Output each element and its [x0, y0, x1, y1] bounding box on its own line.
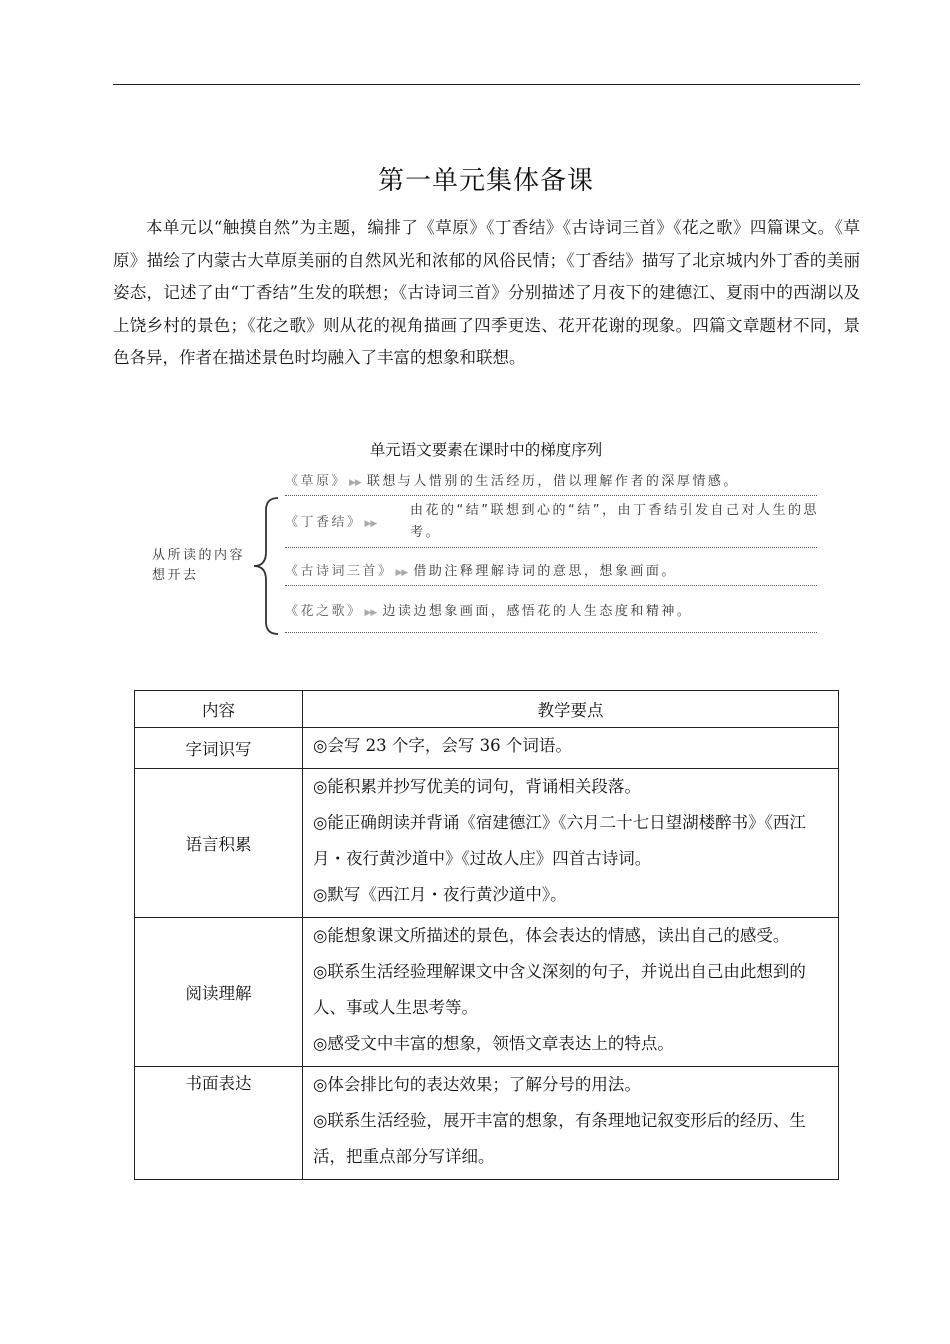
diagram-book: 《古诗词三首》: [285, 564, 394, 579]
arrow-icon: ▶▶: [364, 519, 377, 529]
point-item: ◎能正确朗读并背诵《宿建德江》《六月二十七日望湖楼醉书》《西江月・夜行黄沙道中》《过故人庄》四首古诗词。: [313, 813, 806, 868]
diagram-book: 《草原》: [285, 474, 348, 489]
intro-paragraph: 本单元以“触摸自然”为主题，编排了《草原》《丁香结》《古诗词三首》《花之歌》四篇课文。《草原》描绘了内蒙古大草原美丽的自然风光和浓郁的风俗民情；《丁香结》描写了北京城内外丁香的美丽姿态，记述了由“丁香结”生发的联想；《古诗词三首》分别描述了月夜下的建德江、夏雨中的西湖以及上饶乡村的景色；《花之歌》则从花的视角描画了四季更迭、花开花谢的现象。四篇文章题材不同，景色各异，作者在描述景色时均融入了丰富的想象和联想。: [113, 218, 860, 367]
diagram-title: 单元语文要素在课时中的梯度序列: [369, 441, 603, 459]
row-points: [303, 728, 839, 769]
diagram-text: 由花的“结”联想到心的“结”，由丁香结引发自己对人生的思考。: [410, 503, 819, 540]
table-row: [135, 769, 839, 918]
point-item: ◎会写 23 个字，会写 36 个词语。: [313, 736, 572, 755]
table-row: [135, 1067, 839, 1180]
diagram-text: 借助注释理解诗词的意思，想象画面。: [413, 564, 677, 579]
diagram-row: [285, 600, 817, 633]
row-category: 语言积累: [135, 769, 303, 918]
diagram-side-label: 从所读的内容想开去: [152, 548, 246, 583]
arrow-icon: ▶▶: [364, 608, 377, 618]
arrow-icon: ▶▶: [349, 478, 361, 488]
point-item: ◎默写《西江月・夜行黄沙道中》。: [313, 885, 567, 904]
table-header-row: [135, 691, 839, 728]
teaching-points-table: [134, 690, 839, 1180]
page-title: 第一单元集体备课: [377, 166, 594, 196]
header-rule: [113, 84, 860, 85]
diagram-text: 联想与人惜别的生活经历，借以理解作者的深厚情感。: [366, 474, 739, 489]
curly-brace-icon: [248, 496, 282, 636]
element-diagram: [140, 462, 830, 637]
point-item: ◎体会排比句的表达效果；了解分号的用法。: [313, 1075, 641, 1094]
row-points: [303, 769, 839, 918]
arrow-icon: ▶▶: [395, 568, 408, 578]
diagram-book: 《花之歌》: [285, 604, 363, 619]
diagram-row: [285, 560, 817, 586]
row-category: 阅读理解: [135, 918, 303, 1067]
header-points: 教学要点: [303, 691, 839, 728]
row-category: 字词识写: [135, 728, 303, 769]
point-item: ◎感受文中丰富的想象，领悟文章表达上的特点。: [313, 1034, 674, 1053]
header-content: 内容: [135, 691, 303, 728]
row-category: 书面表达: [135, 1067, 303, 1180]
point-item: ◎能想象课文所描述的景色，体会表达的情感，读出自己的感受。: [313, 926, 790, 945]
point-item: ◎联系生活经验，展开丰富的想象，有条理地记叙变形后的经历、生活，把重点部分写详细。: [313, 1111, 806, 1166]
table-row: [135, 728, 839, 769]
diagram-text: 边读边想象画面，感悟花的人生态度和精神。: [382, 604, 693, 619]
diagram-row: [285, 500, 817, 548]
row-points: [303, 918, 839, 1067]
table-row: [135, 918, 839, 1067]
diagram-book: 《丁香结》 ▶▶: [285, 515, 377, 530]
row-points: [303, 1067, 839, 1180]
point-item: ◎联系生活经验理解课文中含义深刻的句子，并说出自己由此想到的人、事或人生思考等。: [313, 962, 806, 1017]
point-item: ◎能积累并抄写优美的词句，背诵相关段落。: [313, 777, 641, 796]
diagram-row: [285, 470, 817, 496]
